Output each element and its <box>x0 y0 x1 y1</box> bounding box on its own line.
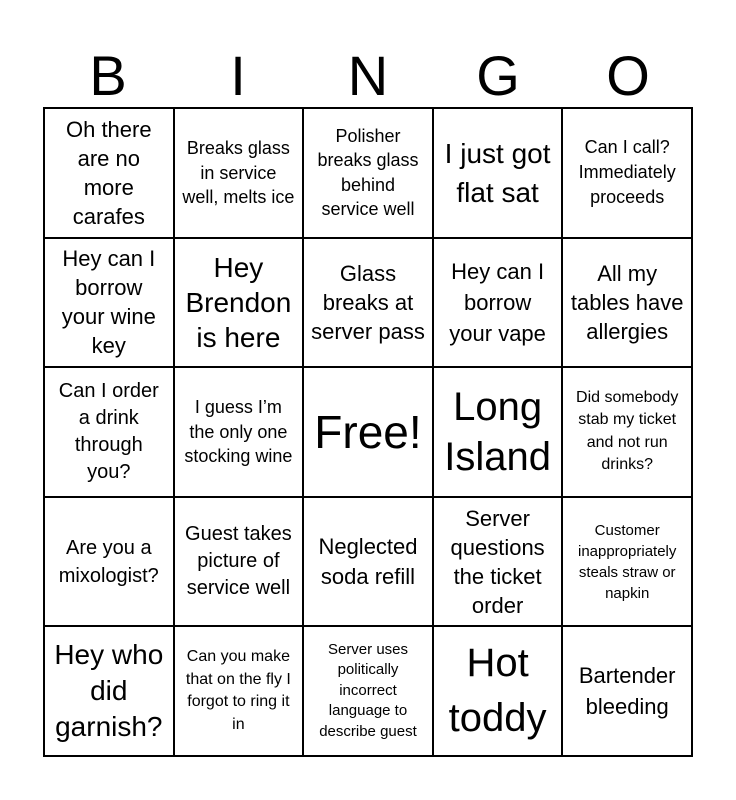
bingo-cell[interactable]: Hey who did garnish? <box>44 626 174 756</box>
bingo-cell[interactable]: All my tables have allergies <box>562 238 692 368</box>
bingo-cell[interactable]: Long Island <box>433 367 563 497</box>
bingo-header <box>43 44 693 107</box>
bingo-cell[interactable]: Can I call? Immediately proceeds <box>562 108 692 238</box>
header-letter-b: B <box>89 44 127 107</box>
bingo-cell[interactable]: Server uses politically incorrect language to describe guest <box>303 626 433 756</box>
bingo-cell[interactable]: Are you a mixologist? <box>44 497 174 627</box>
bingo-cell[interactable]: Hey Brendon is here <box>174 238 304 368</box>
bingo-cell[interactable]: Can you make that on the fly I forgot to ring it in <box>174 626 304 756</box>
bingo-cell[interactable]: Hot toddy <box>433 626 563 756</box>
header-letter-n: N <box>347 44 389 107</box>
bingo-cell[interactable]: Customer inappropriately steals straw or napkin <box>562 497 692 627</box>
bingo-cell[interactable]: I just got flat sat <box>433 108 563 238</box>
bingo-cell[interactable]: Breaks glass in service well, melts ice <box>174 108 304 238</box>
bingo-cell[interactable]: Did somebody stab my ticket and not run drinks? <box>562 367 692 497</box>
bingo-cell[interactable]: Guest takes picture of service well <box>174 497 304 627</box>
bingo-cell[interactable]: Glass breaks at server pass <box>303 238 433 368</box>
bingo-cell[interactable]: Can I order a drink through you? <box>44 367 174 497</box>
bingo-cell[interactable]: Neglected soda refill <box>303 497 433 627</box>
bingo-cell[interactable]: Polisher breaks glass behind service well <box>303 108 433 238</box>
bingo-cell[interactable]: Server questions the ticket order <box>433 497 563 627</box>
bingo-cell[interactable]: Bartender bleeding <box>562 626 692 756</box>
header-letter-g: G <box>476 44 520 107</box>
bingo-cell[interactable]: I guess I’m the only one stocking wine <box>174 367 304 497</box>
bingo-cell[interactable]: Hey can I borrow your vape <box>433 238 563 368</box>
free-space[interactable]: Free! <box>303 367 433 497</box>
header-letter-i: I <box>230 44 246 107</box>
header-letter-o: O <box>606 44 650 107</box>
bingo-card <box>43 107 693 757</box>
bingo-cell[interactable]: Hey can I borrow your wine key <box>44 238 174 368</box>
bingo-cell[interactable]: Oh there are no more carafes <box>44 108 174 238</box>
